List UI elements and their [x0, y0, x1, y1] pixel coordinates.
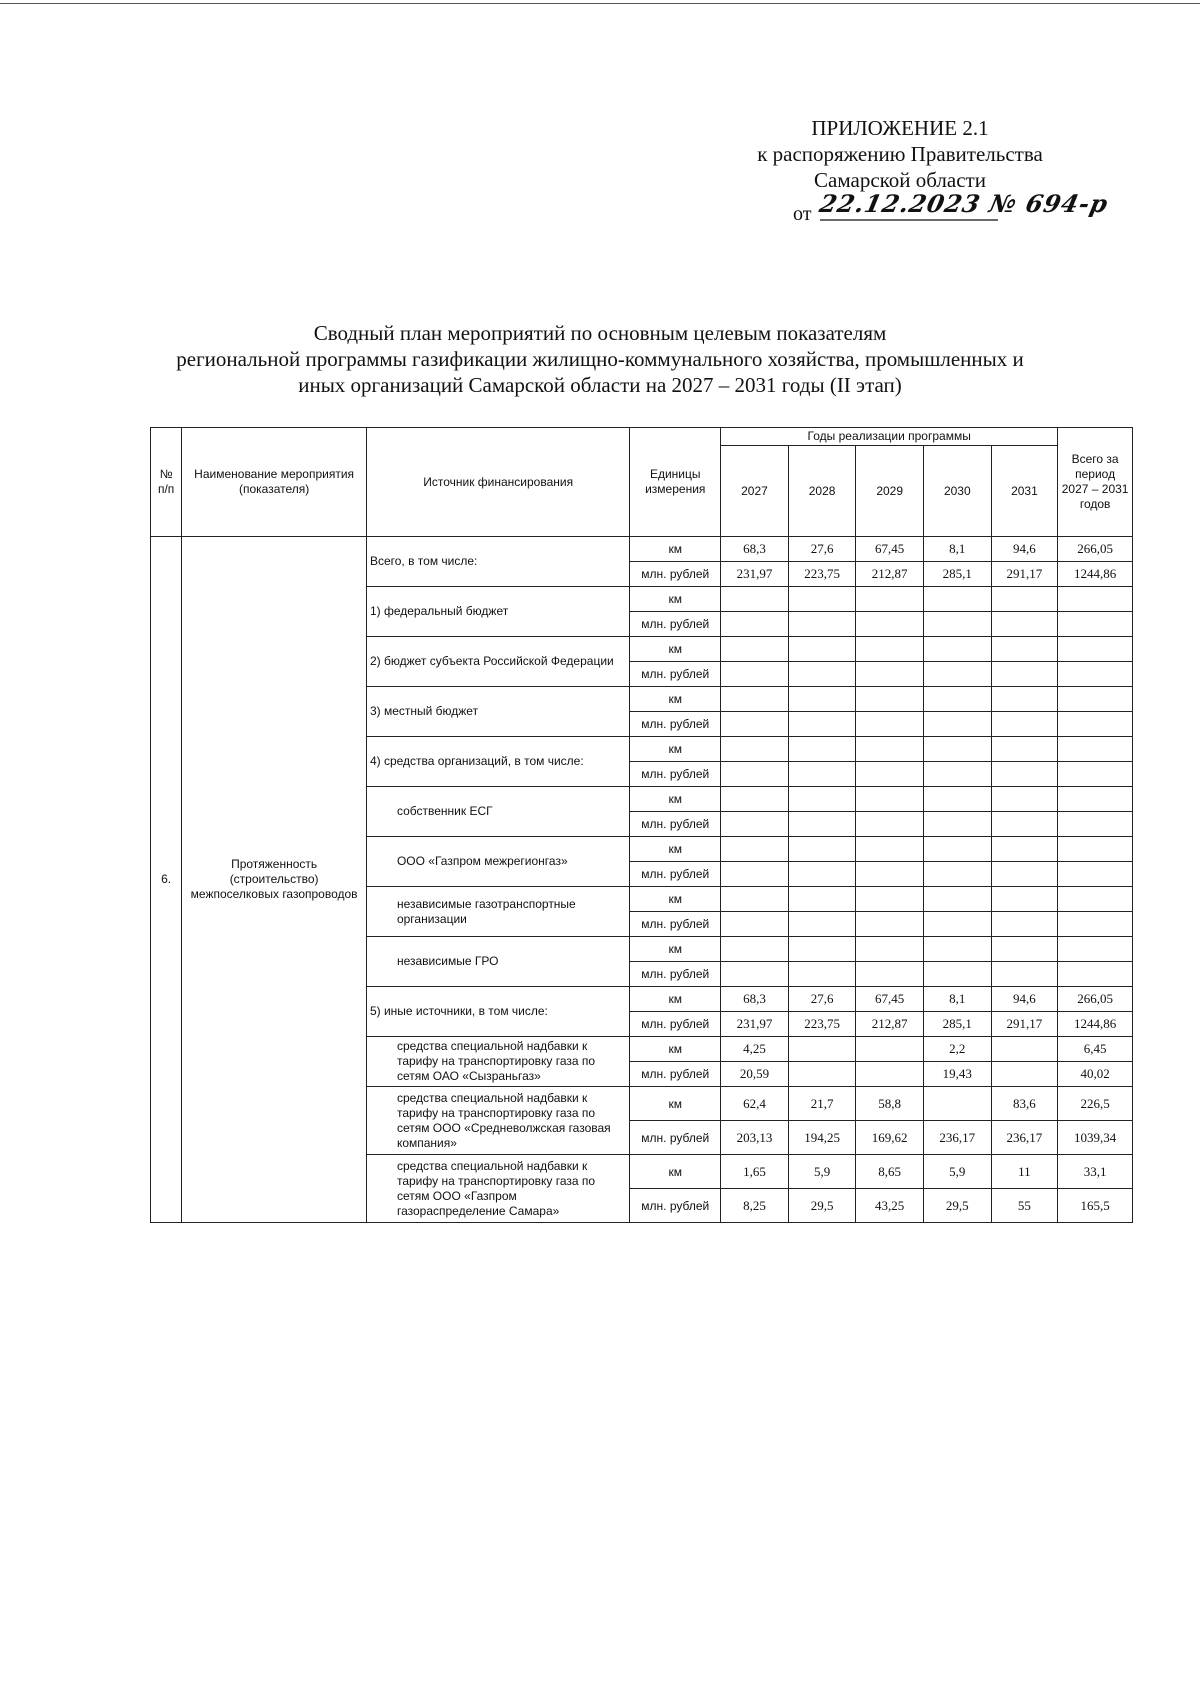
total-cell: 33,1 [1058, 1155, 1133, 1189]
total-cell [1058, 662, 1133, 687]
value-cell [991, 612, 1058, 637]
total-cell [1058, 787, 1133, 812]
value-cell [923, 712, 991, 737]
value-cell: 19,43 [923, 1062, 991, 1087]
value-cell [721, 862, 789, 887]
value-cell [923, 687, 991, 712]
total-cell [1058, 862, 1133, 887]
unit-cell: млн. рублей [630, 812, 721, 837]
unit-cell: км [630, 887, 721, 912]
value-cell [991, 687, 1058, 712]
value-cell [788, 837, 856, 862]
value-cell [856, 687, 924, 712]
value-cell [788, 687, 856, 712]
order-prefix: от [793, 203, 812, 225]
value-cell [991, 762, 1058, 787]
unit-cell: млн. рублей [630, 762, 721, 787]
funding-source: ООО «Газпром межрегионгаз» [366, 837, 629, 887]
value-cell [788, 662, 856, 687]
unit-cell: км [630, 1087, 721, 1121]
value-cell: 212,87 [856, 1012, 924, 1037]
value-cell [923, 812, 991, 837]
value-cell [721, 587, 789, 612]
funding-source: Всего, в том числе: [366, 537, 629, 587]
header-years-group: Годы реализации программы [721, 428, 1058, 446]
value-cell: 5,9 [788, 1155, 856, 1189]
title-line-2: региональной программы газификации жилищно-коммунального хозяйства, промышленных и [176, 347, 1024, 371]
value-cell: 231,97 [721, 562, 789, 587]
total-cell [1058, 887, 1133, 912]
header-unit: Единицы измерения [630, 428, 721, 537]
value-cell [788, 637, 856, 662]
value-cell [856, 612, 924, 637]
value-cell [856, 962, 924, 987]
value-cell [923, 662, 991, 687]
value-cell: 29,5 [923, 1189, 991, 1223]
value-cell [856, 1062, 924, 1087]
value-cell [788, 712, 856, 737]
value-cell [991, 887, 1058, 912]
value-cell: 55 [991, 1189, 1058, 1223]
unit-cell: км [630, 1155, 721, 1189]
value-cell [788, 787, 856, 812]
value-cell [721, 737, 789, 762]
value-cell [788, 887, 856, 912]
value-cell [991, 837, 1058, 862]
funding-source: средства специальной надбавки к тарифу на транспортировку газа по сетям ОАО «Сызраньгаз» [366, 1037, 629, 1087]
unit-cell: млн. рублей [630, 662, 721, 687]
total-cell: 266,05 [1058, 537, 1133, 562]
value-cell [991, 712, 1058, 737]
appendix-header [700, 115, 1112, 227]
header-year: 2031 [991, 446, 1058, 537]
header-year: 2028 [788, 446, 856, 537]
value-cell [788, 962, 856, 987]
appendix-region-line: Самарской области [814, 168, 986, 192]
value-cell: 285,1 [923, 1012, 991, 1037]
unit-cell: млн. рублей [630, 562, 721, 587]
value-cell: 43,25 [856, 1189, 924, 1223]
value-cell [923, 1087, 991, 1121]
total-cell [1058, 737, 1133, 762]
total-cell: 165,5 [1058, 1189, 1133, 1223]
header-name: Наименование мероприятия (показателя) [182, 428, 367, 537]
value-cell: 29,5 [788, 1189, 856, 1223]
value-cell [856, 637, 924, 662]
header-year: 2030 [923, 446, 991, 537]
value-cell: 203,13 [721, 1121, 789, 1155]
value-cell [991, 787, 1058, 812]
value-cell [856, 662, 924, 687]
value-cell: 5,9 [923, 1155, 991, 1189]
value-cell [856, 587, 924, 612]
value-cell [721, 687, 789, 712]
value-cell: 68,3 [721, 537, 789, 562]
handwritten-order-number [817, 189, 1112, 231]
value-cell: 94,6 [991, 537, 1058, 562]
value-cell: 8,1 [923, 537, 991, 562]
value-cell [788, 1062, 856, 1087]
unit-cell: км [630, 1037, 721, 1062]
value-cell: 8,25 [721, 1189, 789, 1223]
total-cell: 266,05 [1058, 987, 1133, 1012]
appendix-ref-line: к распоряжению Правительства [757, 142, 1043, 166]
funding-source: 4) средства организаций, в том числе: [366, 737, 629, 787]
funding-source: 5) иные источники, в том числе: [366, 987, 629, 1037]
unit-cell: млн. рублей [630, 1121, 721, 1155]
value-cell [991, 637, 1058, 662]
value-cell [991, 1037, 1058, 1062]
value-cell: 236,17 [923, 1121, 991, 1155]
value-cell [856, 937, 924, 962]
funding-source: 2) бюджет субъекта Российской Федерации [366, 637, 629, 687]
row-number: 6. [151, 537, 182, 1223]
value-cell [788, 612, 856, 637]
value-cell [923, 837, 991, 862]
header-source: Источник финансирования [366, 428, 629, 537]
value-cell [856, 762, 924, 787]
value-cell: 223,75 [788, 562, 856, 587]
total-cell [1058, 712, 1133, 737]
unit-cell: км [630, 837, 721, 862]
value-cell [991, 737, 1058, 762]
unit-cell: км [630, 587, 721, 612]
value-cell [788, 862, 856, 887]
total-cell [1058, 637, 1133, 662]
value-cell [856, 837, 924, 862]
value-cell [991, 862, 1058, 887]
value-cell: 83,6 [991, 1087, 1058, 1121]
unit-cell: км [630, 787, 721, 812]
unit-cell: млн. рублей [630, 1012, 721, 1037]
table-row [151, 537, 1133, 562]
value-cell: 67,45 [856, 987, 924, 1012]
unit-cell: млн. рублей [630, 712, 721, 737]
appendix-title: ПРИЛОЖЕНИЕ 2.1 [811, 116, 989, 140]
value-cell [991, 662, 1058, 687]
value-cell: 212,87 [856, 562, 924, 587]
value-cell [991, 912, 1058, 937]
value-cell [856, 787, 924, 812]
value-cell [788, 762, 856, 787]
value-cell [923, 787, 991, 812]
unit-cell: млн. рублей [630, 1189, 721, 1223]
value-cell: 285,1 [923, 562, 991, 587]
unit-cell: км [630, 637, 721, 662]
value-cell: 291,17 [991, 562, 1058, 587]
value-cell [923, 887, 991, 912]
value-cell: 94,6 [991, 987, 1058, 1012]
value-cell: 67,45 [856, 537, 924, 562]
value-cell: 4,25 [721, 1037, 789, 1062]
total-cell [1058, 587, 1133, 612]
value-cell [721, 812, 789, 837]
funding-source: средства специальной надбавки к тарифу на транспортировку газа по сетям ООО «Средневолжская газовая компания» [366, 1087, 629, 1155]
value-cell: 62,4 [721, 1087, 789, 1121]
header-year: 2029 [856, 446, 924, 537]
value-cell: 1,65 [721, 1155, 789, 1189]
value-cell [856, 1037, 924, 1062]
value-cell [991, 1062, 1058, 1087]
unit-cell: млн. рублей [630, 612, 721, 637]
unit-cell: км [630, 537, 721, 562]
total-cell: 6,45 [1058, 1037, 1133, 1062]
value-cell [991, 937, 1058, 962]
value-cell [721, 637, 789, 662]
header-total: Всего за период 2027 – 2031 годов [1058, 428, 1133, 537]
value-cell [923, 862, 991, 887]
total-cell: 1039,34 [1058, 1121, 1133, 1155]
value-cell: 223,75 [788, 1012, 856, 1037]
funding-source: независимые газотранспортные организации [366, 887, 629, 937]
unit-cell: км [630, 687, 721, 712]
unit-cell: млн. рублей [630, 1062, 721, 1087]
value-cell [721, 887, 789, 912]
value-cell [923, 762, 991, 787]
value-cell [923, 737, 991, 762]
value-cell [788, 912, 856, 937]
value-cell: 20,59 [721, 1062, 789, 1087]
value-cell: 231,97 [721, 1012, 789, 1037]
total-cell [1058, 612, 1133, 637]
value-cell [721, 712, 789, 737]
value-cell [788, 937, 856, 962]
value-cell [721, 612, 789, 637]
header-year: 2027 [721, 446, 789, 537]
handwritten-order-text: 22.12.2023 № 694-р [817, 189, 1112, 218]
value-cell [721, 662, 789, 687]
value-cell [721, 837, 789, 862]
total-cell [1058, 812, 1133, 837]
value-cell: 68,3 [721, 987, 789, 1012]
total-cell: 226,5 [1058, 1087, 1133, 1121]
funding-source: 1) федеральный бюджет [366, 587, 629, 637]
value-cell [923, 612, 991, 637]
value-cell: 236,17 [991, 1121, 1058, 1155]
value-cell: 21,7 [788, 1087, 856, 1121]
value-cell [721, 962, 789, 987]
value-cell [788, 1037, 856, 1062]
unit-cell: км [630, 987, 721, 1012]
value-cell: 194,25 [788, 1121, 856, 1155]
total-cell [1058, 762, 1133, 787]
value-cell: 27,6 [788, 537, 856, 562]
value-cell: 169,62 [856, 1121, 924, 1155]
value-cell [721, 787, 789, 812]
unit-cell: км [630, 737, 721, 762]
value-cell [856, 862, 924, 887]
value-cell [856, 712, 924, 737]
total-cell: 40,02 [1058, 1062, 1133, 1087]
value-cell [788, 737, 856, 762]
value-cell [923, 937, 991, 962]
value-cell [923, 637, 991, 662]
value-cell [788, 812, 856, 837]
value-cell [721, 912, 789, 937]
funding-source: независимые ГРО [366, 937, 629, 987]
total-cell [1058, 687, 1133, 712]
total-cell [1058, 912, 1133, 937]
value-cell: 2,2 [923, 1037, 991, 1062]
measure-name: Протяженность (строительство) межпоселковых газопроводов [182, 537, 367, 1223]
value-cell [856, 737, 924, 762]
plan-table [150, 427, 1133, 1223]
value-cell [856, 912, 924, 937]
funding-source: собственник ЕСГ [366, 787, 629, 837]
order-line [700, 189, 1112, 227]
funding-source: средства специальной надбавки к тарифу на транспортировку газа по сетям ООО «Газпром газораспределение Самара» [366, 1155, 629, 1223]
value-cell [923, 912, 991, 937]
total-cell [1058, 962, 1133, 987]
total-cell [1058, 837, 1133, 862]
total-cell: 1244,86 [1058, 562, 1133, 587]
value-cell [788, 587, 856, 612]
value-cell: 8,1 [923, 987, 991, 1012]
value-cell [856, 887, 924, 912]
value-cell [856, 812, 924, 837]
total-cell: 1244,86 [1058, 1012, 1133, 1037]
unit-cell: млн. рублей [630, 962, 721, 987]
value-cell [721, 937, 789, 962]
title-line-1: Сводный план мероприятий по основным целевым показателям [313, 321, 887, 345]
header-num: № п/п [151, 428, 182, 537]
document-title [100, 320, 1100, 398]
value-cell: 291,17 [991, 1012, 1058, 1037]
value-cell: 8,65 [856, 1155, 924, 1189]
funding-source: 3) местный бюджет [366, 687, 629, 737]
value-cell [721, 762, 789, 787]
value-cell [923, 587, 991, 612]
plan-table-body [151, 537, 1133, 1223]
unit-cell: км [630, 937, 721, 962]
value-cell [991, 587, 1058, 612]
unit-cell: млн. рублей [630, 862, 721, 887]
total-cell [1058, 937, 1133, 962]
top-scan-border [0, 3, 1200, 4]
unit-cell: млн. рублей [630, 912, 721, 937]
title-line-3: иных организаций Самарской области на 2027 – 2031 годы (II этап) [298, 373, 902, 397]
value-cell [923, 962, 991, 987]
value-cell: 58,8 [856, 1087, 924, 1121]
value-cell [991, 962, 1058, 987]
value-cell: 11 [991, 1155, 1058, 1189]
value-cell [991, 812, 1058, 837]
value-cell: 27,6 [788, 987, 856, 1012]
